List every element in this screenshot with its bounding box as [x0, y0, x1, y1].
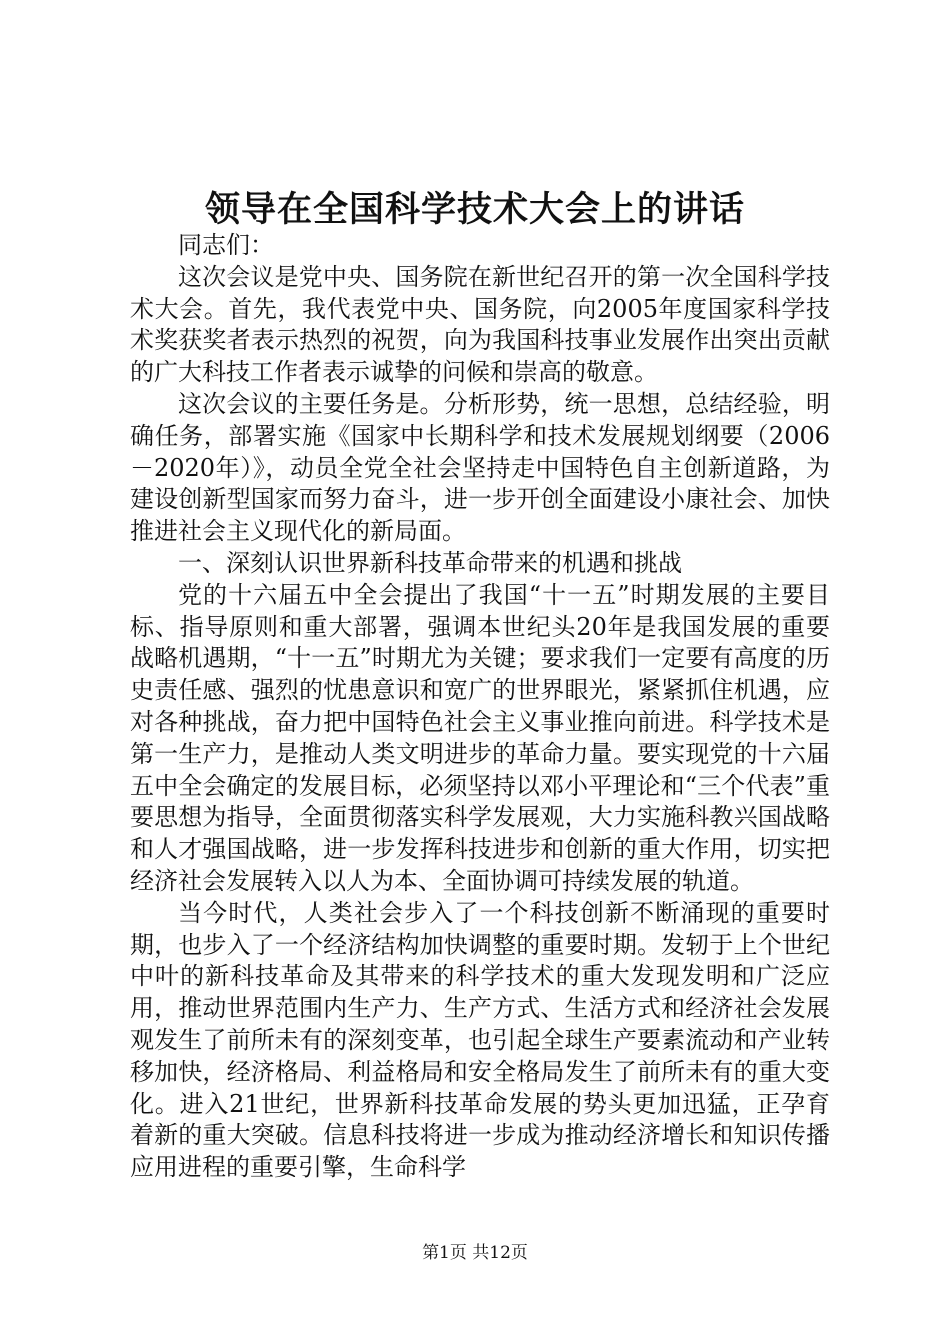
page-footer: 第1页 共12页: [422, 1243, 528, 1263]
body-paragraph: 党的十六届五中全会提出了我国“十一五”时期发展的主要目标、指导原则和重大部署，强调本世纪头20年是我国发展的重要战略机遇期，“十一五”时期尤为关键；要求我们一定要有高度的历史责任感、强烈的忧患意识和宽广的世界眼光，紧紧抓住机遇，应对各种挑战，奋力把中国特色社会主义事业推向前进。科学技术是第一生产力，是推动人类文明进步的革命力量。要实现党的十六届五中全会确定的发展目标，必须坚持以邓小平理论和“三个代表”重要思想为指导，全面贯彻落实科学发展观，大力实施科教兴国战略和人才强国战略，进一步发挥科技进步和创新的重大作用，切实把经济社会发展转入以人为本、全面协调可持续发展的轨道。: [130, 580, 830, 895]
document-title: 领导在全国科学技术大会上的讲话: [204, 189, 745, 230]
body-paragraph: 当今时代，人类社会步入了一个科技创新不断涌现的重要时期，也步入了一个经济结构加快调整的重要时期。发轫于上个世纪中叶的新科技革命及其带来的科学技术的重大发现发明和广泛应用，推动世界范围内生产力、生产方式、生活方式和经济社会发展观发生了前所未有的深刻变革，也引起全球生产要素流动和产业转移加快，经济格局、利益格局和安全格局发生了前所未有的重大变化。进入21世纪，世界新科技革命发展的势头更加迅猛，正孕育着新的重大突破。信息科技将进一步成为推动经济增长和知识传播应用进程的重要引擎，生命科学: [130, 898, 830, 1182]
salutation-paragraph: 同志们：: [178, 231, 274, 259]
body-paragraph: 这次会议是党中央、国务院在新世纪召开的第一次全国科学技术大会。首先，我代表党中央、国务院，向2005年度国家科学技术奖获奖者表示热烈的祝贺，向为我国科技事业发展作出突出贡献的广大科技工作者表示诚挚的问候和崇高的敬意。: [130, 262, 830, 387]
body-paragraph: 这次会议的主要任务是。分析形势，统一思想，总结经验，明确任务，部署实施《国家中长期科学和技术发展规划纲要（2006－2020年）》，动员全党全社会坚持走中国特色自主创新道路，为建设创新型国家而努力奋斗，进一步开创全面建设小康社会、加快推进社会主义现代化的新局面。: [130, 389, 830, 546]
document-body: [130, 230, 830, 1184]
section-heading: 一、深刻认识世界新科技革命带来的机遇和挑战: [178, 548, 682, 577]
